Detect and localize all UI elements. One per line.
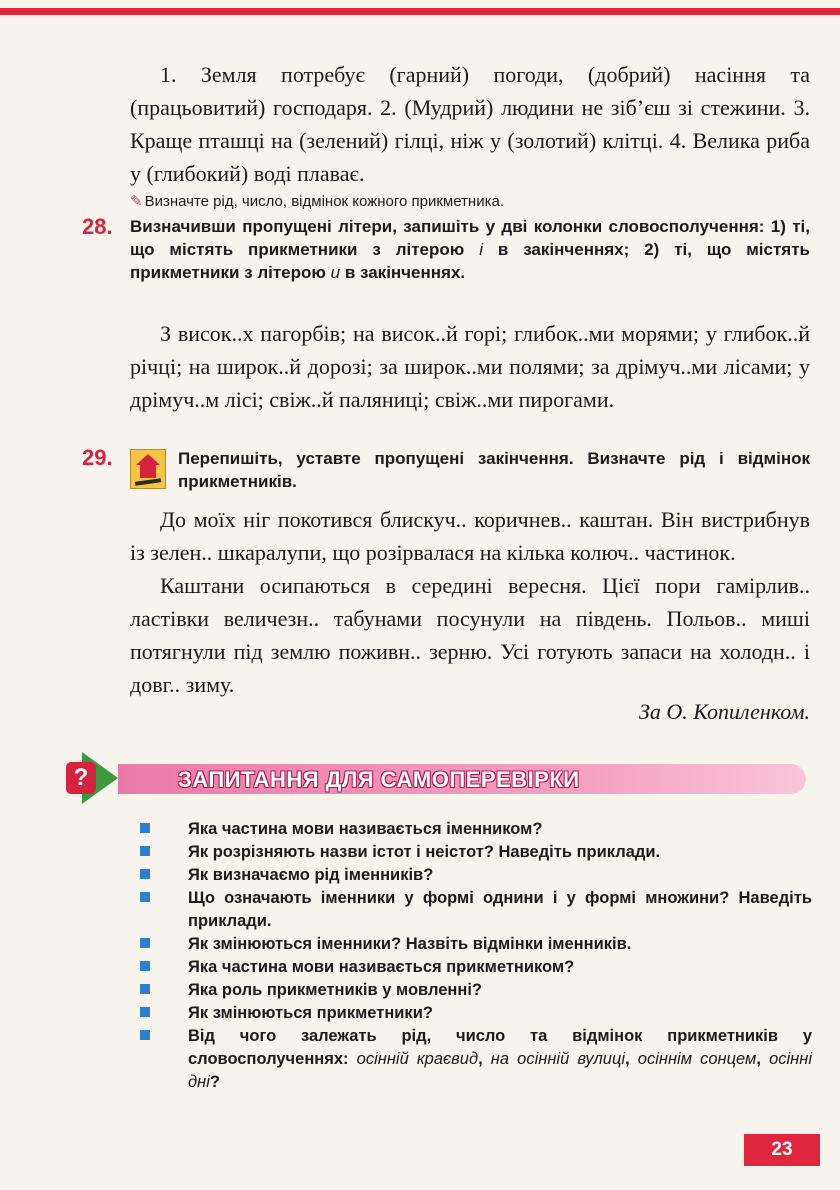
note-text: Визначте рід, число, відмінок кожного прикметника. — [144, 193, 504, 210]
list-item: Як змінюються іменники? Назвіть відмінки іменників. — [140, 933, 812, 956]
exercise-28-number: 28. — [82, 214, 113, 239]
exercise-27 — [130, 58, 810, 212]
pencil-note-icon: ✎ — [130, 193, 143, 210]
exercise-28-task — [130, 215, 810, 284]
task-part-b: в закінченнях; 2) ті, що містять прикметники з літерою — [130, 240, 810, 282]
list-item: Яка частина мови називається прикметником? — [140, 956, 812, 979]
exercise-29-paragraph-2: Каштани осипаються в середині вересня. Цієї пори гамірлив.. ластівки величезн.. табунами посунули на південь. Польов.. миші потягнули під землю поживн.. зерню. Усі готують запаси на холодн.. і довг.. зиму. — [130, 573, 810, 697]
square-bullet-icon — [140, 938, 150, 948]
square-bullet-icon — [140, 823, 150, 833]
exercise-29-text — [130, 503, 810, 701]
self-check-title: ЗАПИТАННЯ ДЛЯ САМОПЕРЕВІРКИ — [178, 767, 580, 792]
exercise-28-text — [130, 317, 810, 416]
square-bullet-icon — [140, 846, 150, 856]
exercise-28-phrases: З висок..х пагорбів; на висок..й горі; глибок..ми морями; у глибок..й річці; на широк..й дорозі; за широк..ми полями; за дрімуч..ми лісами; у дрімуч..м лісі; свіж..й паляниці; свіж..ми пирогами. — [130, 321, 810, 412]
square-bullet-icon — [140, 1030, 150, 1040]
letter-i: і — [479, 240, 483, 259]
write-task-icon — [130, 449, 166, 489]
question-mark-icon: ? — [66, 762, 96, 794]
question-list — [140, 818, 812, 1094]
top-rule — [0, 8, 840, 15]
task-part-a: Визначивши пропущені літери, запишіть у дві колонки словосполучення: 1) ті, що містять прикметники з літерою — [130, 217, 810, 259]
square-bullet-icon — [140, 1007, 150, 1017]
exercise-29-paragraph-1: До моїх ніг покотився блискуч.. коричнев.. каштан. Він вистрибнув із зелен.. шкаралупи, що розірвалася на кілька колюч.. частинок. — [130, 507, 810, 565]
page-number: 23 — [744, 1134, 820, 1166]
task-part-c: в закінченнях. — [340, 263, 466, 282]
letter-y: и — [330, 263, 341, 282]
square-bullet-icon — [140, 892, 150, 902]
attribution: За О. Копиленком. — [638, 699, 810, 724]
list-item: Від чого залежать рід, число та відмінок прикметників у словосполученнях: осінній краєвид, на осінній вулиці, осіннім сонцем, осінні дні? — [140, 1025, 812, 1094]
square-bullet-icon — [140, 984, 150, 994]
exercise-29-number: 29. — [82, 445, 113, 470]
exercise-29-task: Перепишіть, уставте пропущені закінчення. Визначте рід і відмінок прикметників. — [178, 449, 810, 491]
square-bullet-icon — [140, 961, 150, 971]
square-bullet-icon — [140, 869, 150, 879]
list-item: Яка частина мови називається іменником? — [140, 818, 812, 841]
list-item: Що означають іменники у формі однини і у формі множини? Наведіть приклади. — [140, 887, 812, 933]
list-item: Яка роль прикметників у мовленні? — [140, 979, 812, 1002]
list-item: Як розрізняють назви істот і неістот? Наведіть приклади. — [140, 841, 812, 864]
exercise-27-text: 1. Земля потребує (гарний) погоди, (добрий) насіння та (працьовитий) господаря. 2. (Мудрий) людини не зіб’єш зі стежини. 3. Краще пташці на (зелений) гілці, ніж у (золотий) клітці. 4. Велика риба у (глибокий) воді плаває. — [130, 62, 810, 186]
exercise-27-note — [130, 192, 810, 212]
list-item: Як змінюються прикметники? — [140, 1002, 812, 1025]
list-item: Як визначаємо рід іменників? — [140, 864, 812, 887]
